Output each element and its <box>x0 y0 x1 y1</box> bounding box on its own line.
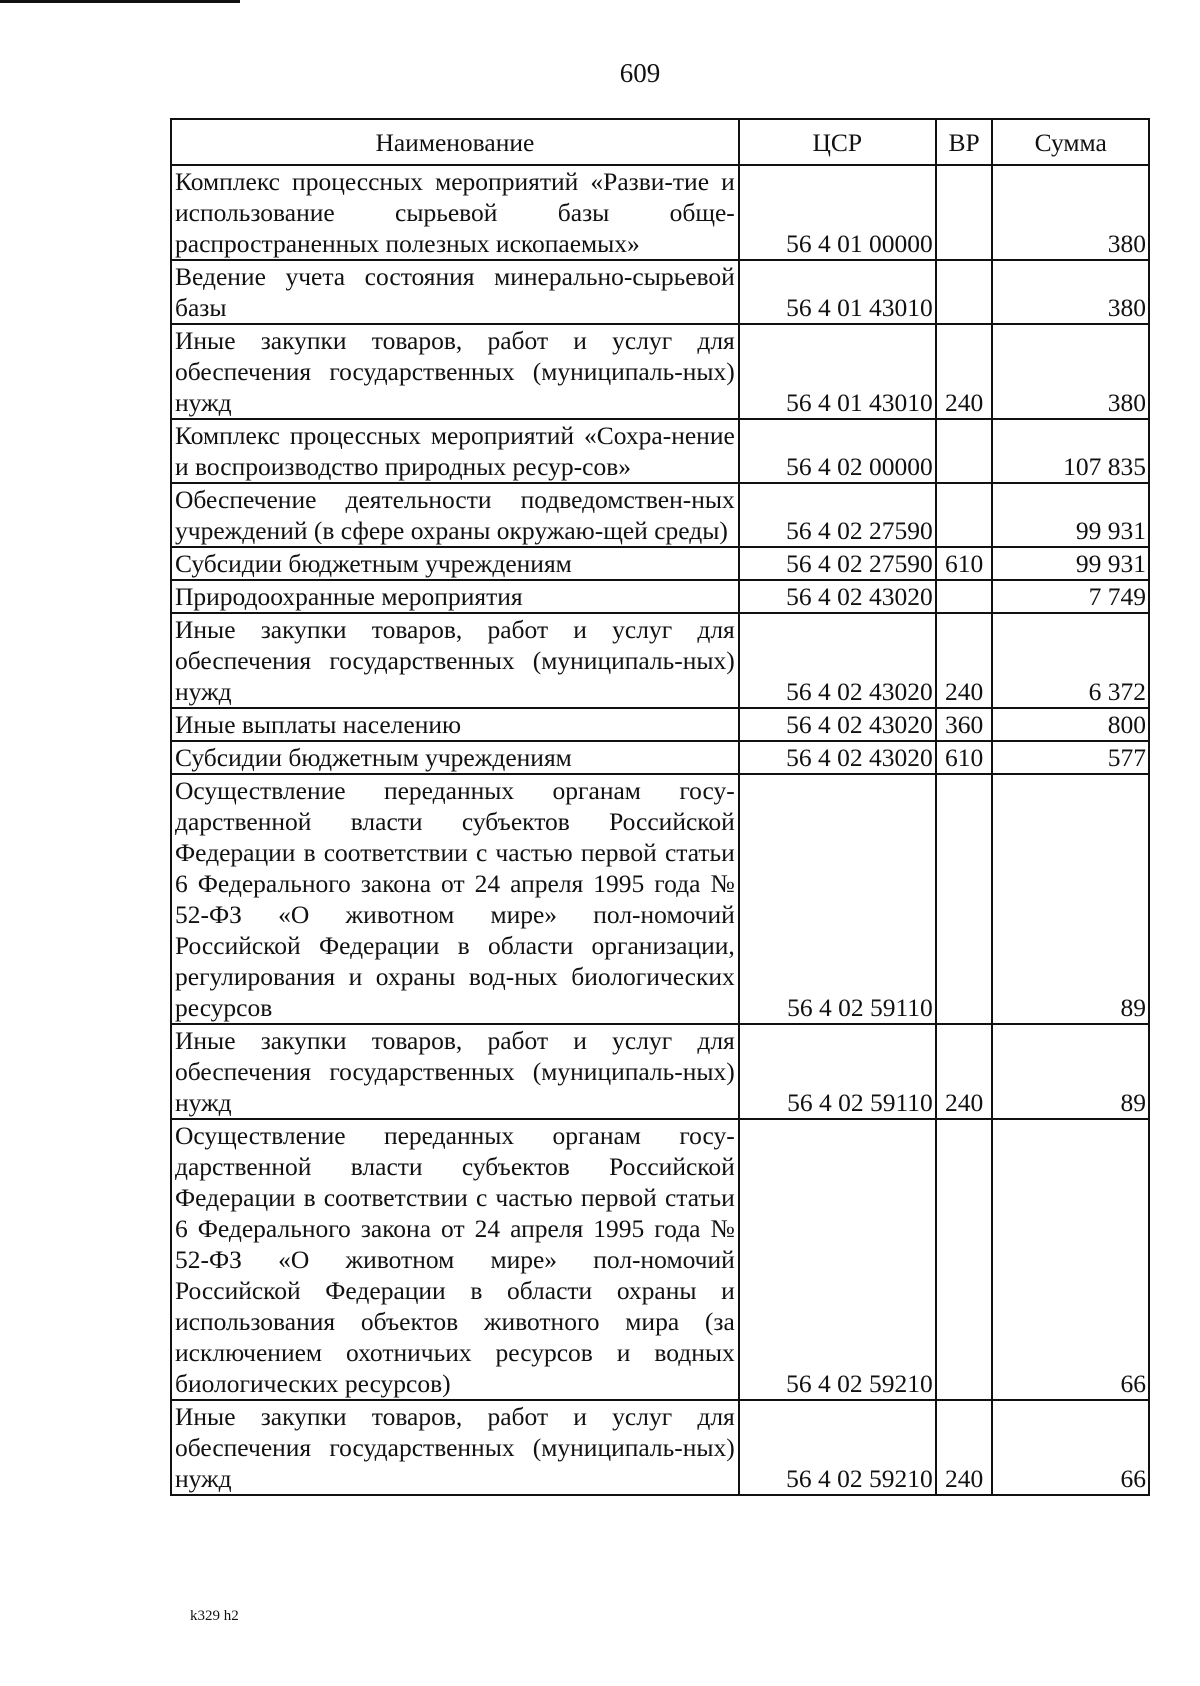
row-sum: 7 749 <box>992 580 1149 613</box>
row-sum: 99 931 <box>992 483 1149 547</box>
row-name: Субсидии бюджетным учреждениям <box>171 741 739 774</box>
row-csr: 56 4 02 43020 <box>739 741 936 774</box>
row-csr: 56 4 02 59110 <box>739 774 936 1024</box>
row-vr <box>936 260 993 324</box>
row-sum: 66 <box>992 1119 1149 1400</box>
table-row <box>171 260 1149 324</box>
row-sum: 66 <box>992 1400 1149 1495</box>
row-name: Иные закупки товаров, работ и услуг для обеспечения государственных (муниципаль-ных) нужд <box>171 613 739 708</box>
row-sum: 99 931 <box>992 547 1149 580</box>
row-name: Иные закупки товаров, работ и услуг для обеспечения государственных (муниципаль-ных) нужд <box>171 1024 739 1119</box>
row-csr: 56 4 02 43020 <box>739 580 936 613</box>
row-csr: 56 4 02 59210 <box>739 1119 936 1400</box>
row-sum: 577 <box>992 741 1149 774</box>
row-name: Комплекс процессных мероприятий «Разви-тие и использование сырьевой базы обще-распространенных полезных ископаемых» <box>171 165 739 260</box>
row-vr <box>936 419 993 483</box>
budget-table <box>170 118 1150 1496</box>
table-row <box>171 741 1149 774</box>
row-csr: 56 4 02 27590 <box>739 483 936 547</box>
row-csr: 56 4 02 43020 <box>739 708 936 741</box>
row-name: Иные закупки товаров, работ и услуг для обеспечения государственных (муниципаль-ных) нужд <box>171 1400 739 1495</box>
row-vr: 610 <box>936 547 993 580</box>
row-sum: 380 <box>992 324 1149 419</box>
row-csr: 56 4 01 00000 <box>739 165 936 260</box>
row-sum: 380 <box>992 260 1149 324</box>
row-vr: 240 <box>936 1400 993 1495</box>
row-vr <box>936 165 993 260</box>
row-sum: 6 372 <box>992 613 1149 708</box>
row-csr: 56 4 02 59210 <box>739 1400 936 1495</box>
row-sum: 89 <box>992 774 1149 1024</box>
row-vr: 240 <box>936 613 993 708</box>
row-name: Осуществление переданных органам госу-дарственной власти субъектов Российской Федерации в соответствии с частью первой статьи 6 Федерального закона от 24 апреля 1995 года № 52-ФЗ «О животном мире» пол-номочий Российской Федерации в области организации, регулирования и охраны вод-ных биологических ресурсов <box>171 774 739 1024</box>
table-row <box>171 1400 1149 1495</box>
row-csr: 56 4 02 00000 <box>739 419 936 483</box>
header-sum: Сумма <box>992 119 1149 165</box>
row-vr: 240 <box>936 1024 993 1119</box>
top-rule <box>0 0 240 3</box>
row-name: Природоохранные мероприятия <box>171 580 739 613</box>
row-name: Обеспечение деятельности подведомствен-ных учреждений (в сфере охраны окружаю-щей среды) <box>171 483 739 547</box>
row-vr: 240 <box>936 324 993 419</box>
table-row <box>171 324 1149 419</box>
row-sum: 89 <box>992 1024 1149 1119</box>
row-name: Иные выплаты населению <box>171 708 739 741</box>
page-number: 609 <box>619 58 661 88</box>
table-row <box>171 165 1149 260</box>
table-row <box>171 1024 1149 1119</box>
row-csr: 56 4 01 43010 <box>739 324 936 419</box>
row-name: Иные закупки товаров, работ и услуг для обеспечения государственных (муниципаль-ных) нужд <box>171 324 739 419</box>
footer-code: k329 h2 <box>190 1608 239 1624</box>
table-row <box>171 580 1149 613</box>
row-csr: 56 4 02 27590 <box>739 547 936 580</box>
table-row <box>171 483 1149 547</box>
table-row <box>171 1119 1149 1400</box>
row-vr <box>936 774 993 1024</box>
table-header-row <box>171 119 1149 165</box>
row-vr: 360 <box>936 708 993 741</box>
row-csr: 56 4 01 43010 <box>739 260 936 324</box>
row-csr: 56 4 02 59110 <box>739 1024 936 1119</box>
row-name: Ведение учета состояния минерально-сырьевой базы <box>171 260 739 324</box>
table-row <box>171 547 1149 580</box>
table-row <box>171 613 1149 708</box>
row-vr <box>936 1119 993 1400</box>
row-vr <box>936 580 993 613</box>
row-name: Осуществление переданных органам госу-дарственной власти субъектов Российской Федерации в соответствии с частью первой статьи 6 Федерального закона от 24 апреля 1995 года № 52-ФЗ «О животном мире» пол-номочий Российской Федерации в области охраны и использования объектов животного мира (за исключением охотничьих ресурсов и водных биологических ресурсов) <box>171 1119 739 1400</box>
header-name: Наименование <box>171 119 739 165</box>
row-sum: 380 <box>992 165 1149 260</box>
table-row <box>171 774 1149 1024</box>
row-sum: 800 <box>992 708 1149 741</box>
row-name: Субсидии бюджетным учреждениям <box>171 547 739 580</box>
row-vr <box>936 483 993 547</box>
table-body <box>171 165 1149 1495</box>
table-row <box>171 708 1149 741</box>
row-name: Комплекс процессных мероприятий «Сохра-нение и воспроизводство природных ресур-сов» <box>171 419 739 483</box>
header-vr: ВР <box>936 119 993 165</box>
header-csr: ЦСР <box>739 119 936 165</box>
table-row <box>171 419 1149 483</box>
row-sum: 107 835 <box>992 419 1149 483</box>
row-vr: 610 <box>936 741 993 774</box>
row-csr: 56 4 02 43020 <box>739 613 936 708</box>
